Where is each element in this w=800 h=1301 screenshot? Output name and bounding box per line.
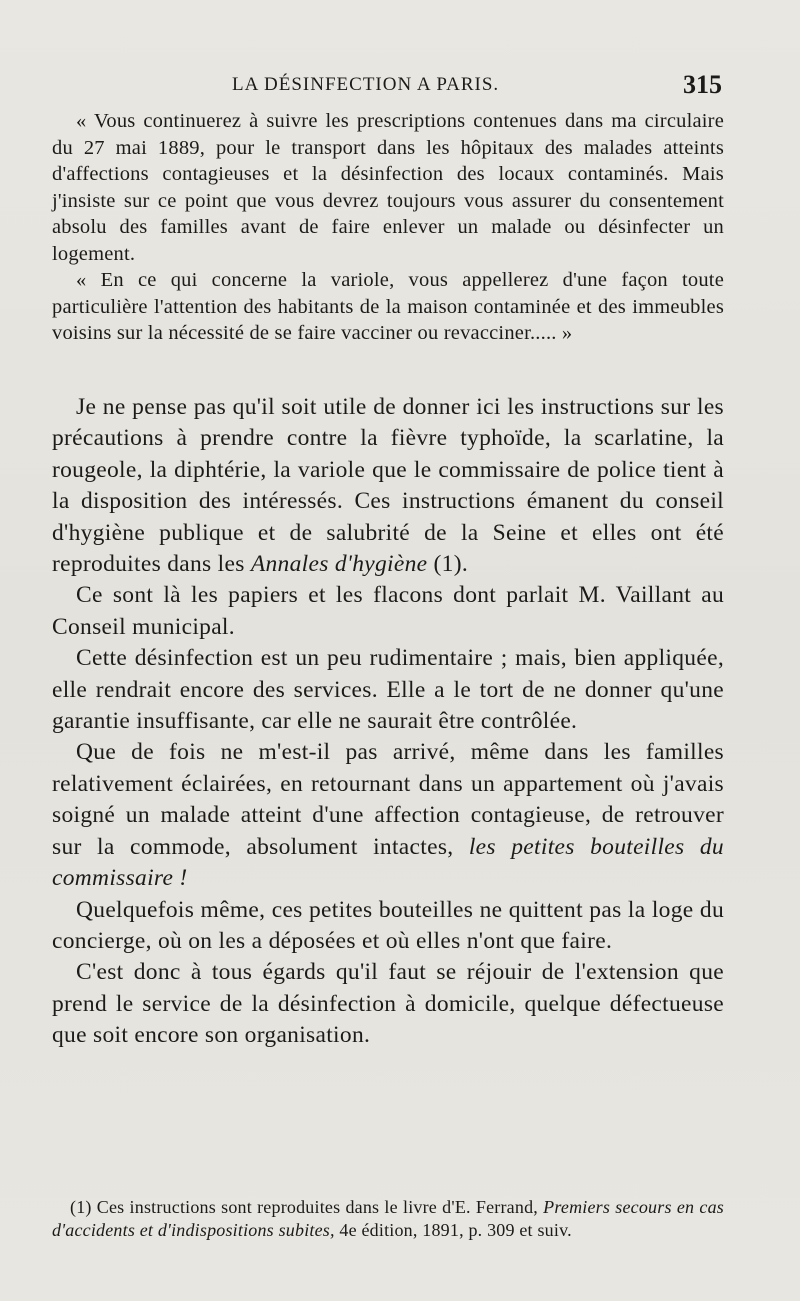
body-paragraph: C'est donc à tous égards qu'il faut se réjouir de l'extension que prend le service de la désinfection à domicile, quelque défectueuse que soit encore son organisation. xyxy=(52,959,724,1049)
italic-title: Annales d'hygiène xyxy=(250,551,428,578)
body-text xyxy=(52,392,724,1052)
body-paragraph: Quelquefois même, ces petites bouteilles ne quittent pas la loge du concierge, où on les a déposées et où elles n'ont que faire. xyxy=(52,896,724,954)
quote-paragraph: « Vous continuerez à suivre les prescriptions contenues dans ma circulaire du 27 mai 1889, pour le transport dans les hôpitaux des malades atteints d'affections contagieuses et la désinfection des locaux contaminés. Mais j'insiste sur ce point que vous devrez toujours vous assurer du consentement absolu des familles avant de faire enlever un malade ou désinfecter un logement. xyxy=(52,110,724,265)
body-paragraph: Cette désinfection est un peu rudimentaire ; mais, bien appliquée, elle rendrait encore des services. Elle a le tort de ne donner qu'une garantie insuffisante, car elle ne saurait être contrôlée. xyxy=(52,645,724,735)
footnote-run: 4e édition, 1891, p. 309 et suiv. xyxy=(334,1220,572,1240)
italic-phrase: les petites bouteilles du commissaire ! xyxy=(52,833,724,892)
body-text-run: Je ne pense pas qu'il soit utile de donner ici les instructions sur les précautions à prendre contre la fièvre typhoïde, la scarlatine, la rougeole, la diphtérie, la variole que le commissaire de police tient à la disposition des intéressés. Ces instructions émanent du conseil d'hygiène publique et de salubrité de la Seine et elles ont été reproduites dans les xyxy=(52,394,724,578)
footnote-italic-title: Premiers secours en cas d'accidents et d'indispositions subites, xyxy=(52,1197,724,1240)
quote-paragraph: « En ce qui concerne la variole, vous appellerez d'une façon toute particulière l'attention des habitants de la maison contaminée et des immeubles voisins sur la nécessité de se faire vacciner ou revacciner..... » xyxy=(52,269,724,344)
page-header xyxy=(52,70,722,104)
body-text-run: Que de fois ne m'est-il pas arrivé, même dans les familles relativement éclairées, en retournant dans un appartement où j'avais soigné un malade atteint d'une affection contagieuse, de retrouver sur la commode, absolument intactes, xyxy=(52,739,724,860)
footnote-run: (1) Ces instructions sont reproduites dans le livre d'E. Ferrand, xyxy=(70,1197,544,1217)
footnote xyxy=(52,1196,724,1242)
running-title: LA DÉSINFECTION A PARIS. xyxy=(232,74,500,95)
quoted-circular xyxy=(52,108,724,347)
page-number: 315 xyxy=(683,70,722,99)
body-paragraph: Ce sont là les papiers et les flacons dont parlait M. Vaillant au Conseil municipal. xyxy=(52,582,724,640)
body-paragraph xyxy=(52,392,724,580)
body-text-run: (1). xyxy=(427,551,469,578)
body-paragraph xyxy=(52,737,724,894)
footnote-text xyxy=(52,1196,724,1242)
